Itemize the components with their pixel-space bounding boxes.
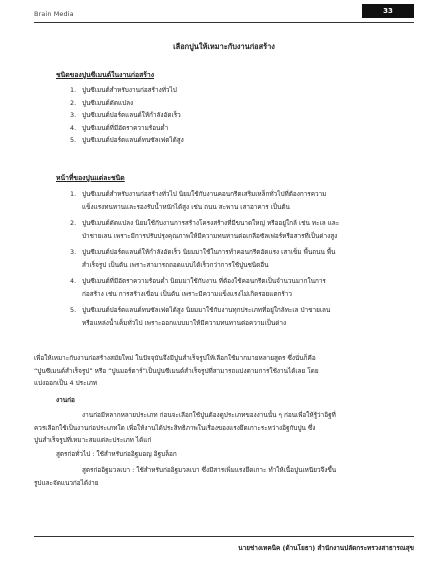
list-item: 1. ปูนซีเมนต์สำหรับงานก่อสร้างทั่วไป bbox=[70, 86, 177, 94]
intro-paragraph: เพื่อให้เหมาะกับงานก่อสร้างสมัยใหม่ ในปัจจุบันจึงมีปูนสำเร็จรูปให้เลือกใช้มากมายหลายสูตร ซึ่งนั่นก็คือ “ปูนซีเมนต์สำเร็จรูป” หรือ “ปูนมอร์ตาร์”เป็นปูนซีเมนต์สำเร็จรูปที่สามารถแบ่งตามการใช้งานได้เลย โดย แบ่งออกเป็น 4 ประเภท bbox=[34, 354, 319, 387]
footer-rule bbox=[34, 536, 414, 537]
list-item: 5. ปูนซีเมนต์ปอร์ตแลนด์ทนซัลเฟตได้สูง นิยมมาใช้กับงานทุกประเภทที่อยู่ใกล้ทะเล ป่าชายเลน หรือแหล่งน้ำเค็มทั่วไป เพราะออกแบบมาให้มีความทนทานต่อความเป็นด่าง bbox=[70, 306, 331, 327]
masonry-paragraph: งานก่อมีหลากหลายประเภท ก่อนจะเลือกใช้ปูนต้องดูประเภทของงานนั้น ๆ ก่อนเพื่อให้รู้ว่าอิฐที่ ควรเลือกใช้เป็นงานก่อประเภทใด เพื่อให้งานได้ประสิทธิภาพในเรื่องของแรงยึดเกาะระหว่างอิฐกับปูน ซึ่ง ปูนสำเร็จรูปที่เหมาะสมแต่ละประเภท ได้แก่ bbox=[34, 411, 336, 444]
formula-general: สูตรก่อทั่วไป : ใช้สำหรับก่ออิฐมอญ อิฐบล็อก bbox=[56, 450, 177, 458]
brand-name: Brain Media bbox=[34, 10, 74, 18]
page-title: เลือกปูนให้เหมาะกับงานก่อสร้าง bbox=[173, 42, 275, 51]
formula-lightweight: สูตรก่ออิฐมวลเบา : ใช้สำหรับก่ออิฐมวลเบา ซึ่งมีสารเพิ่มแรงยึดเกาะ ทำให้เนื้อปูนเหนียวจึงขึ้น รูปและจัดแนวก่อได้ง่าย bbox=[34, 466, 337, 487]
page-number: 33 bbox=[362, 4, 414, 18]
cement-uses-list bbox=[56, 188, 396, 329]
list-item: 4. ปูนซีเมนต์ที่มีอัตราความร้อนต่ำ นิยมมาใช้กับงาน ที่ต้องใช้คอนกรีตเป็นจำนวนมากในการ ก่อสร้าง เช่น การสร้างเขื่อน เป็นต้น เพราะมีความแข็งแรงไม่เกิดรอยแตกร้าว bbox=[70, 277, 326, 298]
subheading-masonry: งานก่อ bbox=[56, 396, 75, 404]
list-item: 3. ปูนซีเมนต์ปอร์ตแลนด์ให้กำลังอัดเร็ว bbox=[70, 111, 181, 119]
list-item: 1. ปูนซีเมนต์สำหรับงานก่อสร้างทั่วไป นิยมใช้กับงานคอนกรีตเสริมเหล็กทั่วไปที่ต้องการความ แข็งแรงทนทานและรองรับน้ำหนักได้สูง เช่น ถนน สะพาน เสาอาคาร เป็นต้น bbox=[70, 190, 327, 211]
list-item: 3. ปูนซีเมนต์ปอร์ตแลนด์ให้กำลังอัดเร็ว นิยมมาใช้ในการทำคอนกรีตอัดแรง เสาเข็ม พื้นถนน พื้น สำเร็จรูป เป็นต้น เพราะสามารถถอดแบบได้เร็วกว่าการใช้ปูนชนิดอื่น bbox=[70, 248, 336, 269]
list-item: 2. ปูนซีเมนต์ดัดแปลง bbox=[70, 98, 134, 107]
section-heading-cement-uses: หน้าที่ของปูนแต่ละชนิด bbox=[56, 174, 125, 182]
section-heading-cement-types: ชนิดของปูนซีเมนต์ในงานก่อสร้าง bbox=[56, 71, 155, 79]
list-item: 4. ปูนซีเมนต์ที่มีอัตราความร้อนต่ำ bbox=[70, 123, 169, 132]
footer-author: นายช่างเทคนิค (ด้านโยธา) สำนักงานปลัดกระทรวงสาธารณสุข bbox=[238, 544, 414, 552]
cement-types-list bbox=[56, 84, 386, 147]
list-item: 5. ปูนซีเมนต์ปอร์ตแลนด์ทนซัลเฟตได้สูง bbox=[70, 136, 184, 144]
list-item: 2. ปูนซีเมนต์ดัดแปลง นิยมใช้กับงานการสร้างโครงสร้างที่มีขนาดใหญ่ หรืออยู่ใกล้ เช่น ทะเล และ ป่าชายเลน เพราะมีการปรับปรุงคุณภาพให้มีความทนทานต่อเกลือซัลเฟอร์หรือสารที่เป็นด่างสูง bbox=[70, 219, 340, 240]
header-rule bbox=[34, 22, 414, 23]
